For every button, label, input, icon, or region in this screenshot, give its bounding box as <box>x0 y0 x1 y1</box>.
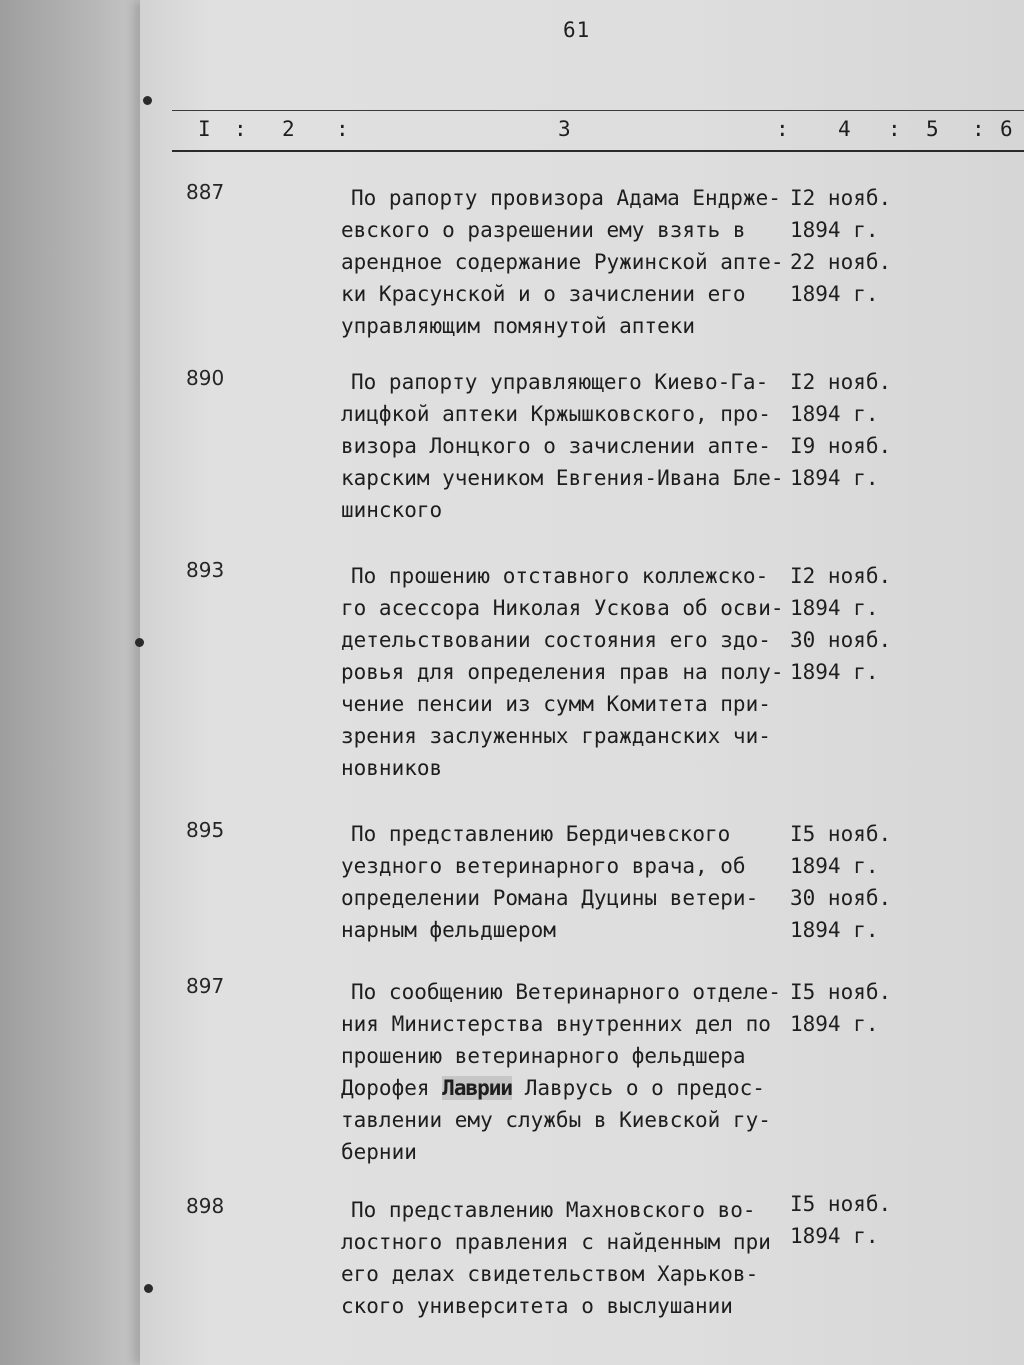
entry-date-line: I5 нояб. <box>790 980 892 1004</box>
entry-dates <box>790 366 910 494</box>
entry-text-line: По представлению Махновского во- <box>351 1198 756 1222</box>
column-header-1: I <box>198 117 211 141</box>
entry-date-line: 1894 г. <box>790 402 879 426</box>
binding-hole-middle <box>135 638 144 647</box>
entry-text-line: тавлении ему службы в Киевской гу- <box>341 1108 771 1132</box>
column-header-3: 3 <box>558 117 571 141</box>
entry-date-line: 1894 г. <box>790 1012 879 1036</box>
header-rule-top <box>172 110 1024 111</box>
entry-dates <box>790 182 910 310</box>
column-header-separator: : <box>972 117 985 141</box>
entry-date-line: I9 нояб. <box>790 434 892 458</box>
entry-text-fragment: Лаврусь о о предос- <box>524 1076 765 1100</box>
column-header-separator: : <box>336 117 349 141</box>
column-header-5: 5 <box>926 117 939 141</box>
entry-date-line: 1894 г. <box>790 282 879 306</box>
entry-text-line: прошению ветеринарного фельдшера <box>341 1044 746 1068</box>
binding-hole-bottom <box>144 1284 153 1293</box>
entry-text-line: арендное содержание Ружинской апте- <box>341 250 784 274</box>
entry-text-line: ния Министерства внутренних дел по <box>341 1012 771 1036</box>
entry-text-line: евского о разрешении ему взять в <box>341 218 746 242</box>
entry-number: 893 <box>186 558 225 582</box>
entry-text-line: ки Красунской и о зачислении его <box>341 282 746 306</box>
entry-date-line: 30 нояб. <box>790 628 892 652</box>
entry-number: 898 <box>186 1194 225 1218</box>
entry-description <box>341 182 791 342</box>
entry-description <box>341 560 791 784</box>
page-number: 61 <box>563 18 591 42</box>
entry-number: 897 <box>186 974 225 998</box>
column-header-6: 6 <box>1000 117 1013 141</box>
column-header-separator: : <box>776 117 789 141</box>
entry-dates <box>790 976 910 1040</box>
entry-text-line: определении Романа Дуцины ветери- <box>341 886 759 910</box>
entry-date-line: I5 нояб. <box>790 822 892 846</box>
entry-text-line: чение пенсии из сумм Комитета при- <box>341 692 771 716</box>
header-rule-bottom <box>172 150 1024 152</box>
entry-text-line: зрения заслуженных гражданских чи- <box>341 724 771 748</box>
entry-text-line: бернии <box>341 1140 417 1164</box>
entry-text-line <box>341 1072 791 1104</box>
entry-text-line: По сообщению Ветеринарного отделе- <box>351 980 781 1004</box>
column-header-separator: : <box>234 117 247 141</box>
entry-text-line: ского университета о выслушании <box>341 1294 733 1318</box>
entry-text-line: визора Лонцкого о зачислении апте- <box>341 434 771 458</box>
entry-text-line: По рапорту провизора Адама Ендрже- <box>351 186 781 210</box>
entry-date-line: I5 нояб. <box>790 1192 892 1216</box>
column-header-separator: : <box>888 117 901 141</box>
entry-number: 895 <box>186 818 225 842</box>
entry-text-line: По рапорту управляющего Киево-Га- <box>351 370 769 394</box>
entry-date-line: 1894 г. <box>790 660 879 684</box>
entry-text-line: его делах свидетельством Харьков- <box>341 1262 759 1286</box>
column-header-2: 2 <box>282 117 295 141</box>
entry-date-line: 1894 г. <box>790 1224 879 1248</box>
entry-date-line: 1894 г. <box>790 466 879 490</box>
entry-text-line: По представлению Бердичевского <box>351 822 731 846</box>
entry-description <box>341 1194 791 1322</box>
entry-date-line: 1894 г. <box>790 854 879 878</box>
entry-text-line: го асессора Николая Ускова об осви- <box>341 596 784 620</box>
entry-text-line: карским учеником Евгения-Ивана Бле- <box>341 466 784 490</box>
entry-date-line: I2 нояб. <box>790 186 892 210</box>
binding-hole-top <box>143 96 152 105</box>
entry-date-line: 22 нояб. <box>790 250 892 274</box>
entry-number: 887 <box>186 180 225 204</box>
entry-number: 890 <box>186 366 225 390</box>
entry-text-line: По прошению отставного коллежско- <box>351 564 769 588</box>
entry-dates <box>790 560 910 688</box>
entry-text-line: шинского <box>341 498 443 522</box>
entry-text-line: ровья для определения прав на полу- <box>341 660 784 684</box>
entry-text-line: управляющим помянутой аптеки <box>341 314 696 338</box>
entry-text-line: лостного правления с найденным при <box>341 1230 771 1254</box>
entry-date-line: 30 нояб. <box>790 886 892 910</box>
entry-text-line: нарным фельдшером <box>341 918 556 942</box>
entry-description <box>341 976 791 1168</box>
entry-description <box>341 366 791 526</box>
column-header-4: 4 <box>838 117 851 141</box>
entry-date-line: 1894 г. <box>790 218 879 242</box>
entry-date-line: 1894 г. <box>790 596 879 620</box>
entry-text-fragment: Дорофея <box>341 1076 430 1100</box>
entry-text-line: лицфкой аптеки Кржышковского, про- <box>341 402 771 426</box>
entry-date-line: I2 нояб. <box>790 564 892 588</box>
entry-description <box>341 818 791 946</box>
entry-date-line: I2 нояб. <box>790 370 892 394</box>
entry-dates <box>790 1188 910 1252</box>
entry-date-line: 1894 г. <box>790 918 879 942</box>
overstruck-word: Лаврии <box>442 1076 513 1100</box>
entry-dates <box>790 818 910 946</box>
entry-text-line: детельствовании состояния его здо- <box>341 628 771 652</box>
entry-text-line: уездного ветеринарного врача, об <box>341 854 746 878</box>
entry-text-line: новников <box>341 756 443 780</box>
left-page-edge <box>0 0 150 1365</box>
